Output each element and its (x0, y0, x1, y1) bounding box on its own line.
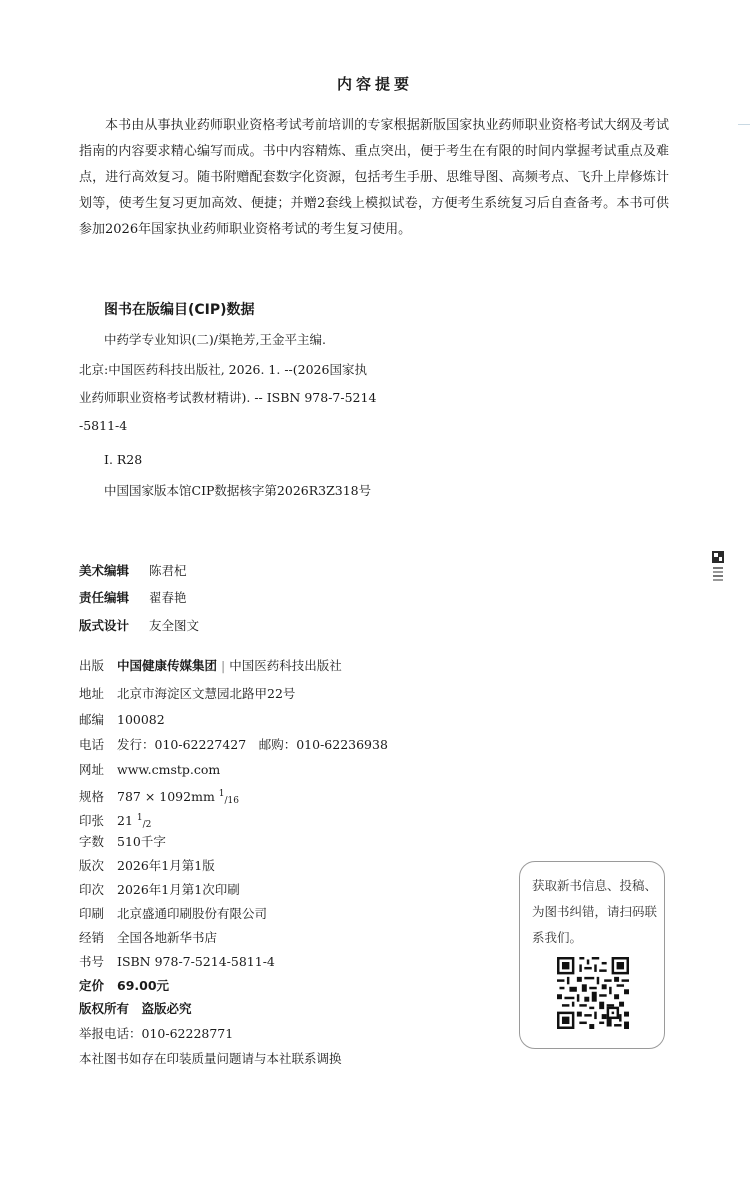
publisher-group: 中国健康传媒集团 (117, 658, 218, 673)
staff-row (79, 588, 187, 608)
info-isbn (79, 952, 275, 972)
info-value: 全国各地新华书店 (117, 930, 218, 945)
info-value: 北京市海淀区文慧园北路甲22号 (117, 686, 296, 701)
edge-logo-icon (711, 551, 725, 591)
info-key: 印刷 (79, 906, 105, 921)
publisher-separator: | (221, 658, 226, 673)
info-key: 经销 (79, 930, 105, 945)
info-value: 北京盛通印刷股份有限公司 (117, 906, 268, 921)
info-distributor (79, 928, 217, 948)
info-address (79, 684, 295, 704)
info-value: www.cmstp.com (117, 762, 221, 777)
info-value: ISBN 978-7-5214-5811-4 (117, 954, 275, 969)
summary-body: 本书由从事执业药师职业资格考试考前培训的专家根据新版国家执业药师职业资格考试大纲及考试指南的内容要求精心编写而成。书中内容精炼、重点突出，便于考生在有限的时间内掌握考试重点及难点，进行高效复习。随书附赠配套数字化资源，包括考生手册、思维导图、高频考点、飞升上岸修炼计划等，使考生复习更加高效、便捷；并赠2套线上模拟试卷，方便考生系统复习后自查备考。本书可供参加2026年国家执业药师职业资格考试的考生复习使用。 (79, 118, 669, 237)
info-key: 书号 (79, 954, 105, 969)
info-key: 印次 (79, 882, 105, 897)
info-key: 出版 (79, 658, 105, 673)
edge-mark-line (738, 124, 750, 125)
staff-label: 责任编辑 (79, 590, 130, 605)
info-edition (79, 856, 215, 876)
info-key: 定价 (79, 978, 105, 993)
info-key: 网址 (79, 762, 105, 777)
staff-value: 陈君杞 (149, 563, 187, 578)
info-key: 字数 (79, 834, 105, 849)
staff-row (79, 616, 199, 636)
info-price (79, 976, 169, 996)
info-value: 787 × 1092mm (117, 789, 215, 804)
info-key: 电话 (79, 737, 105, 752)
qr-caption: 获取新书信息、投稿、为图书纠错，请扫码联系我们。 (532, 878, 658, 945)
info-key: 规格 (79, 789, 105, 804)
info-value: 21 (117, 813, 133, 828)
fraction-denominator: /16 (224, 796, 239, 806)
publisher-name: 中国医药科技出版社 (229, 658, 342, 673)
info-sheets (79, 808, 151, 835)
info-postcode (79, 710, 165, 730)
staff-row (79, 561, 187, 581)
info-key: 版次 (79, 858, 105, 873)
summary-title: 内容提要 (336, 75, 413, 93)
cip-line: Ⅰ. R28 (104, 452, 143, 467)
report-phone: 举报电话：010-62228771 (79, 1026, 234, 1041)
info-phone (79, 735, 388, 755)
info-key: 邮编 (79, 712, 105, 727)
info-value: 100082 (117, 712, 165, 727)
cip-number: 中国国家版本馆CIP数据核字第2026R3Z318号 (104, 483, 372, 498)
info-website (79, 760, 220, 780)
cip-line: 北京:中国医药科技出版社, 2026. 1. --(2026国家执 (79, 362, 367, 377)
cip-title: 图书在版编目(CIP)数据 (104, 302, 255, 318)
cip-line: 业药师职业资格考试教材精讲). -- ISBN 978-7-5214 (79, 390, 377, 405)
fraction-denominator: /2 (142, 820, 152, 830)
info-value: 510千字 (117, 834, 166, 849)
info-printing (79, 880, 240, 900)
cip-line: 中药学专业知识(二)/渠艳芳,王金平主编. (104, 332, 326, 347)
fraction-numerator: 1 (218, 789, 225, 799)
staff-value: 翟春艳 (149, 590, 187, 605)
copyright-notice: 版权所有 盗版必究 (79, 1001, 192, 1016)
info-key: 印张 (79, 813, 105, 828)
info-value: 发行：010-62227427 邮购：010-62236938 (117, 737, 388, 752)
staff-label: 美术编辑 (79, 563, 130, 578)
staff-label: 版式设计 (79, 618, 130, 633)
quality-notice: 本社图书如存在印装质量问题请与本社联系调换 (79, 1051, 342, 1066)
qr-code[interactable] (557, 957, 629, 1029)
info-spec (79, 784, 239, 811)
fraction-numerator: 1 (136, 813, 143, 823)
info-value: 69.00元 (117, 978, 170, 993)
info-printer (79, 904, 267, 924)
info-value: 2026年1月第1版 (117, 858, 215, 873)
info-key: 地址 (79, 686, 105, 701)
staff-value: 友全图文 (149, 618, 200, 633)
info-publisher (79, 656, 342, 676)
cip-line: -5811-4 (79, 418, 128, 433)
info-value: 2026年1月第1次印刷 (117, 882, 240, 897)
info-words (79, 832, 166, 852)
